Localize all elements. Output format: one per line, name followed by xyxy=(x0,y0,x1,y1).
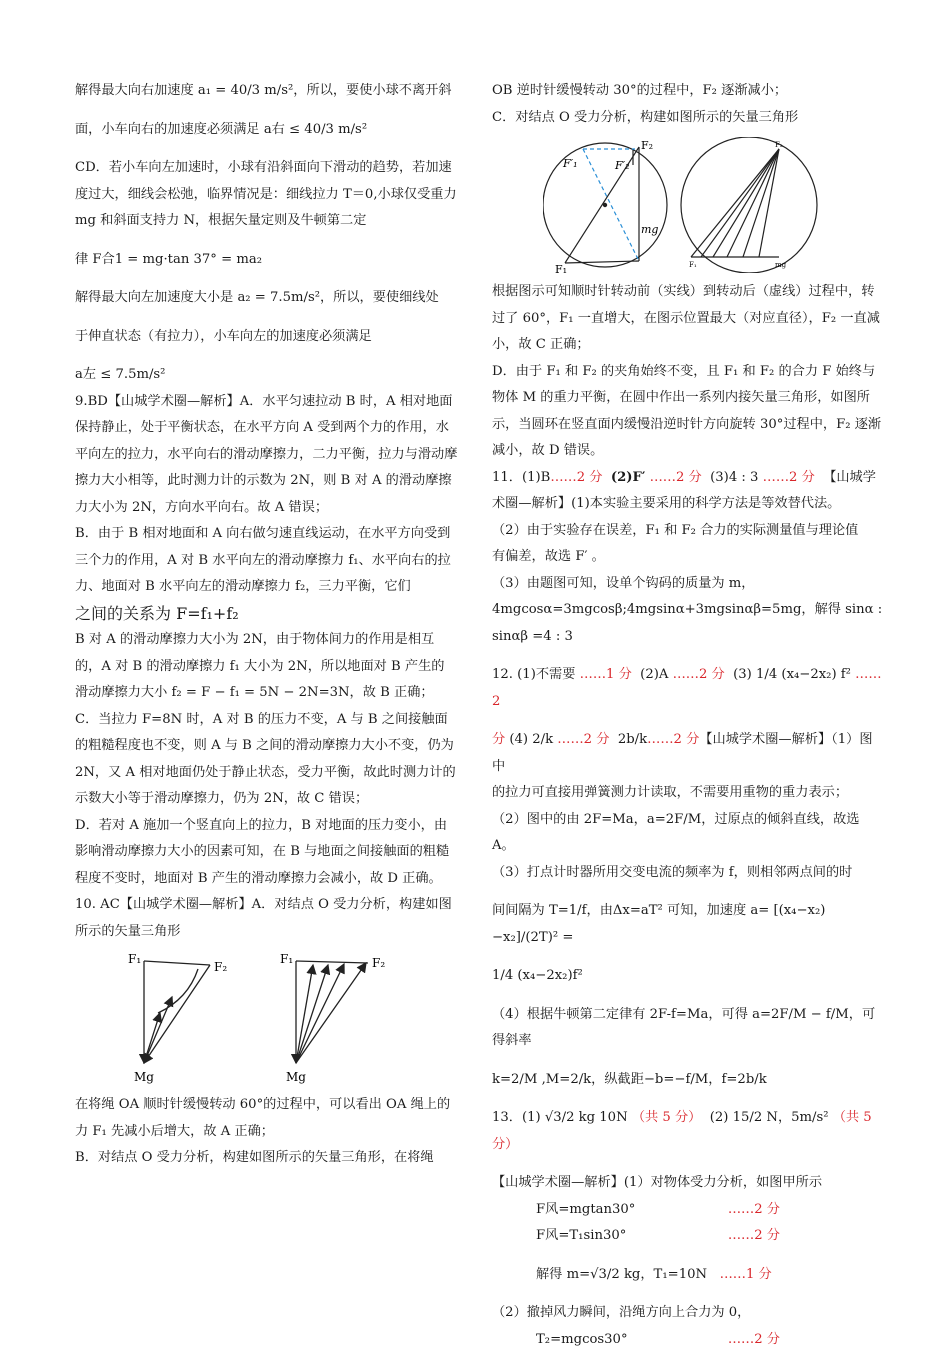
q12-analysis-3: （3）打点计时器所用交变电流的频率为 f，则相邻两点间的时 xyxy=(492,860,884,887)
q13-eq-4-score: ……2 分 xyxy=(728,1327,780,1353)
q12-analysis-3b: 间间隔为 T=1/f，由Δx=aT² 可知，加速度 a= [(x₄−x₂)−x₂]/(2T)² = xyxy=(492,898,884,951)
circle-label-f2-prime: F′₂ xyxy=(614,159,630,172)
q11-analysis-2: （2）由于实验存在误差，F₁ 和 F₂ 合力的实际测量值与理论值 xyxy=(492,518,884,545)
q12-ans-3: (3) 1/4 (x₄−2x₂) f² xyxy=(733,667,851,682)
q12-ans-4: (4) 2/k xyxy=(509,732,553,747)
q12-answers-cont xyxy=(492,727,884,780)
q11-analysis-1: 【山城学术圈—解析】(1)本实验主要采用的科学方法是等效替代法。 xyxy=(492,470,876,512)
q9-part-d: D．若对 A 施加一个竖直向上的拉力，B 对地面的压力变小，由影响滑动摩擦力大小的因素可知，在 B 与地面之间接触面的粗糙程度不变时，地面对 B 产生的滑动摩擦力会减小，故 D 正确。 xyxy=(75,813,460,893)
q10-part-b-cont: OB 逆时针缓慢转动 30°的过程中，F₂ 逐渐减小； xyxy=(492,78,884,105)
fig-label-mg: Mg xyxy=(134,1070,154,1084)
q13-eq-row-4 xyxy=(492,1327,884,1353)
q12-analysis-4b: k=2/M ,M=2/k，纵截距−b=−f/M，f=2b/k xyxy=(492,1067,884,1094)
vector-triangle-figure xyxy=(128,951,408,1086)
right-column xyxy=(492,78,884,1353)
fig-label-f1: F₁ xyxy=(128,952,141,966)
q11-score-2: ……2 分 xyxy=(650,470,702,485)
circle-label-f1: F₁ xyxy=(555,263,567,273)
q11-score-3: ……2 分 xyxy=(763,470,815,485)
solution-cd-paragraph: CD．若小车向左加速时，小球有沿斜面向下滑动的趋势，若加速度过大，细线会松弛，临界情况是：细线拉力 T＝0,小球仅受重力 mg 和斜面支持力 N，根据矢量定则及牛顿第二定 xyxy=(75,155,460,235)
q13-ans-1: 13．(1) √3/2 kg 10N xyxy=(492,1110,628,1125)
fig-label-f2-right: F₂ xyxy=(372,956,385,970)
q11-ans-3: (3)4 : 3 xyxy=(710,470,758,485)
q10-part-d: D．由于 F₁ 和 F₂ 的夹角始终不变，且 F₁ 和 F₂ 的合力 F 始终与物体 M 的重力平衡，在圆中作出一系列内接矢量三角形，如图所示，当圆环在竖直面内缓慢沿逆时针方向旋转 30°过程中，F₂ 逐渐减小，故 D 错误。 xyxy=(492,359,884,465)
q12-analysis-3c: 1/4 (x₄−2x₂)f² xyxy=(492,963,884,990)
newton-law-equation: 律 F合1 = mg·tan 37° = ma₂ xyxy=(75,247,460,274)
q13-eq-4: T₂=mgcos30° xyxy=(536,1327,628,1353)
q11-analysis-3: （3）由题图可知，设单个钩码的质量为 m，4mgcosα=3mgcosβ;4mgsinα+3mgsinαβ=5mg，解得 sinα : sinαβ =4 : 3 xyxy=(492,571,884,651)
q13-eq-3-score: ……1 分 xyxy=(720,1267,772,1282)
q12-analysis-2: （2）图中的由 2F=Ma，a=2F/M，过原点的倾斜直线，故选 A。 xyxy=(492,807,884,860)
q13-ans-2: (2) 15/2 N，5m/s² xyxy=(710,1110,829,1125)
q12-answers xyxy=(492,662,884,715)
q10-part-a: 10. AC【山城学术圈—解析】A．对结点 O 受力分析，构建如图所示的矢量三角形 xyxy=(75,892,460,945)
q12-score-2: ……2 分 xyxy=(673,667,725,682)
q11-score-1: ……2 分 xyxy=(550,470,602,485)
solution-left-condition: a左 ≤ 7.5m/s² xyxy=(75,362,460,389)
q9-part-b: B．由于 B 相对地面和 A 向右做匀速直线运动，在水平方向受到三个力的作用，A 对 B 水平向左的滑动摩擦力 f₁、水平向右的拉力、地面对 B 水平向左的滑动摩擦力 f₂，三力平衡，它们 xyxy=(75,521,460,601)
circle2-label-f2: F₂ xyxy=(775,141,783,149)
fig-label-f2: F₂ xyxy=(214,960,227,974)
q12-score-5: ……2 分 xyxy=(647,732,699,747)
fig-label-f1-right: F₁ xyxy=(280,952,293,966)
q13-eq-1: F风=mgtan30° xyxy=(536,1197,635,1224)
q11-ans-2: (2)F′ xyxy=(611,470,646,485)
q10-part-b: B．对结点 O 受力分析，构建如图所示的矢量三角形，在将绳 xyxy=(75,1145,460,1172)
q13-eq-2: F风=T₁sin30° xyxy=(536,1223,626,1250)
q12-ans-1: 12. (1)不需要 xyxy=(492,667,575,682)
q13-eq-2-score: ……2 分 xyxy=(728,1223,780,1250)
q12-ans-2: (2)A xyxy=(640,667,668,682)
q11-ans-1: 11．(1)B xyxy=(492,470,550,485)
circle-label-f1-prime: F′₁ xyxy=(562,157,578,170)
q9-part-a: 9.BD【山城学术圈—解析】A．水平匀速拉动 B 时，A 相对地面保持静止，处于平衡状态，在水平方向 A 受到两个力的作用，水平向左的拉力，水平向右的滑动摩擦力，二力平衡，拉力与滑动摩擦力大小相等，此时测力计的示数为 2N，则 B 对 A 的滑动摩擦力大小为 2N，方向水平向右。故 A 错误； xyxy=(75,389,460,522)
solution-a2-line: 解得最大向左加速度大小是 a₂ = 7.5m/s²，所以，要使细线处 xyxy=(75,285,460,312)
q13-eq-row-1 xyxy=(492,1197,884,1224)
q9-relation: 之间的关系为 F=f₁+f₂ xyxy=(75,601,460,628)
q11-analysis-2b: 有偏差，故选 F′ 。 xyxy=(492,544,884,571)
q12-ans-5: 2b/k xyxy=(618,732,647,747)
q13-analysis-1: 【山城学术圈—解析】(1）对物体受力分析，如图甲所示 xyxy=(492,1170,884,1197)
circle-label-mg: mg xyxy=(641,223,658,236)
q13-eq-1-score: ……2 分 xyxy=(728,1197,780,1224)
q12-analysis-start: 【山城学术圈—解析】（1）图中 xyxy=(492,732,873,774)
q11-answers xyxy=(492,465,884,518)
left-column xyxy=(75,78,460,1172)
q10-part-c: C．对结点 O 受力分析，构建如图所示的矢量三角形 xyxy=(492,105,884,132)
q9-part-b-cont: B 对 A 的滑动摩擦力大小为 2N，由于物体间力的作用是相互的，A 对 B 的滑动摩擦力 f₁ 大小为 2N，所以地面对 B 产生的 xyxy=(75,627,460,680)
q10-part-c-conclusion: 根据图示可知顺时针转动前（实线）到转动后（虚线）过程中，转过了 60°，F₁ 一直增大，在图示位置最大（对应直径），F₂ 一直减小，故 C 正确； xyxy=(492,279,884,359)
q12-score-1: ……1 分 xyxy=(580,667,632,682)
q13-answers xyxy=(492,1105,884,1158)
q12-score-4: ……2 分 xyxy=(557,732,609,747)
q9-friction-equation: 滑动摩擦力大小 f₂ = F − f₁ = 5N − 2N=3N，故 B 正确； xyxy=(75,680,460,707)
q12-analysis-4: （4）根据牛顿第二定律有 2F-f=Ma，可得 a=2F/M − f/M，可得斜率 xyxy=(492,1002,884,1055)
q13-eq-3: 解得 m=√3/2 kg，T₁=10N xyxy=(536,1267,707,1282)
fig-label-mg-right: Mg xyxy=(286,1070,306,1084)
q13-score-1: （共 5 分） xyxy=(632,1110,702,1125)
circle-vector-figure xyxy=(543,137,833,273)
q9-part-c: C．当拉力 F=8N 时，A 对 B 的压力不变，A 与 B 之间接触面的粗糙程度也不变，则 A 与 B 之间的滑动摩擦力大小不变，仍为 2N，又 A 相对地面仍处于静止状态，受力平衡，故此时测力计的示数大小等于滑动摩擦力，仍为 2N，故 C 错误； xyxy=(75,707,460,813)
q13-eq-row-3 xyxy=(492,1262,884,1289)
solution-left-condition-text: 于伸直状态（有拉力），小车向左的加速度必须满足 xyxy=(75,324,460,351)
circle2-label-mg: mg xyxy=(775,261,787,269)
solution-a-right-condition: 面，小车向右的加速度必须满足 a右 ≤ 40/3 m/s² xyxy=(75,117,460,144)
circle2-label-f1: F₁ xyxy=(689,261,697,269)
q13-analysis-2: （2）撤掉风力瞬间，沿绳方向上合力为 0， xyxy=(492,1300,884,1327)
q12-score-3: ……2 xyxy=(492,667,882,709)
solution-a1-line: 解得最大向右加速度 a₁ = 40/3 m/s²，所以，要使小球不离开斜 xyxy=(75,78,460,105)
q13-eq-row-2 xyxy=(492,1223,884,1250)
q12-score-3-cont: 分 xyxy=(492,732,505,747)
circle-label-f2: F₂ xyxy=(641,139,653,152)
q12-analysis-1: 的拉力可直接用弹簧测力计读取，不需要用重物的重力表示； xyxy=(492,780,884,807)
q10-part-a-conclusion: 在将绳 OA 顺时针缓慢转动 60°的过程中，可以看出 OA 绳上的力 F₁ 先减小后增大，故 A 正确； xyxy=(75,1092,460,1145)
q13-score-2: （共 5 分） xyxy=(492,1110,872,1152)
